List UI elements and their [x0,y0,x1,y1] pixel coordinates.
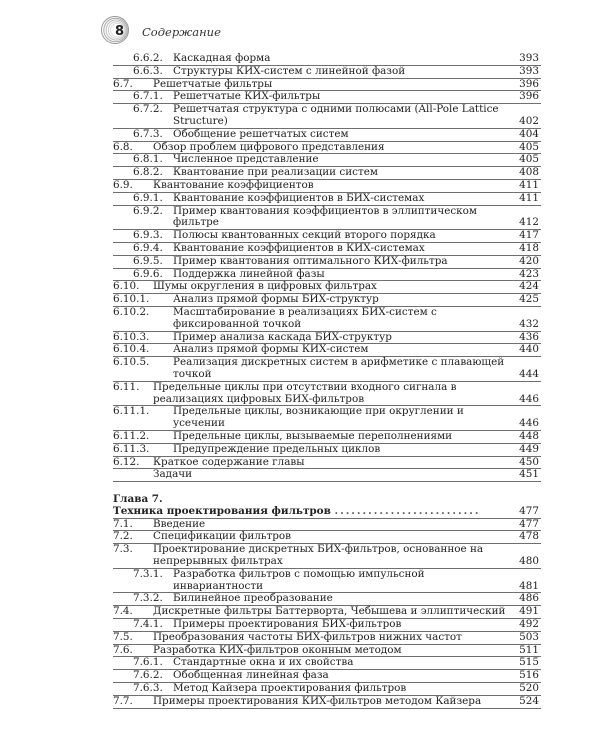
toc-entry-number: 6.10.4. [113,343,150,356]
toc-entry-number: 6.8.1. [133,153,163,166]
toc-entry-page: 412 [519,216,539,229]
toc-entry-title: Решетчатая структура с одними полюсами (All-Pole Lattice Structure) [173,103,499,127]
toc-entry-page: 420 [519,254,539,267]
toc-entry-title: Предельные циклы, вызываемые переполнениями [173,429,453,442]
toc-entry-number: 6.9.5. [133,254,163,267]
toc-entry-title: Стандартные окна и их свойства [173,656,354,669]
toc-entry-number: 6.12. [113,455,140,468]
toc-entry-page: 418 [519,241,539,254]
toc-entry-page: 446 [519,417,539,430]
toc-entry-page: 477 [519,517,539,530]
toc-entry-page: 423 [519,267,539,280]
toc-entry[interactable] [113,206,541,231]
toc-entry-page: 405 [519,153,539,166]
toc-entry-title: Квантование коэффициентов в КИХ-системах [173,241,425,254]
toc-entry-page: 446 [519,392,539,405]
toc-entry-number: 6.9.1. [133,191,163,204]
toc-entry[interactable] [113,357,541,382]
toc-entry-title: Обзор проблем цифрового представления [153,140,385,153]
toc-entry-number: 6.9.3. [133,229,163,242]
toc-entry-page: 486 [519,592,539,605]
toc-entry-number: 7.4. [113,605,133,618]
toc-entry-title: Квантование при реализации систем [173,166,378,179]
toc-entry[interactable] [113,469,541,482]
toc-entry-title: Метод Кайзера проектирования фильтров [173,682,407,695]
toc-entry-page: 524 [519,694,539,707]
toc-entry-title: Дискретные фильтры Баттерворта, Чебышева и эллиптический [153,605,506,618]
toc-list-chapter-6 [113,53,541,482]
toc-entry-title: Квантование коэффициентов в БИХ-системах [173,191,425,204]
toc-entry-number: 6.9.2. [133,204,163,217]
toc-entry-title: Масштабирование в реализациях БИХ-систем с фиксированной точкой [173,305,437,330]
toc-entry-page: 481 [519,579,539,592]
toc-entry-title: Каскадная форма [173,52,271,64]
toc-entry-number: 7.6.1. [133,656,163,669]
toc-entry-number: 7.7. [113,694,133,707]
toc-entry-title: Примеры проектирования КИХ-фильтров методом Кайзера [153,694,482,707]
toc-entry-title: Краткое содержание главы [153,455,305,468]
page-number: 8 [115,24,125,39]
toc-entry-page: 411 [519,191,539,204]
toc-entry-title: Примеры проектирования БИХ-фильтров [173,618,402,631]
toc-entry-number: 6.9. [113,178,133,191]
toc-entry-page: 396 [519,77,539,90]
toc-entry-title: Спецификации фильтров [153,530,292,543]
toc-entry-page: 491 [519,605,539,618]
toc-entry-page: 444 [519,367,539,380]
toc-entry-title: Поддержка линейной фазы [173,267,325,280]
chapter-title-row[interactable]: Техника проектирования фильтров .......................... 477 [113,504,539,517]
toc-entry-title: Пример анализа каскада БИХ-структур [173,330,392,343]
toc-entry-page: 450 [519,455,539,468]
toc-entry-number: 6.9.6. [133,267,163,280]
toc-entry-title: Предельные циклы, возникающие при округлении и усечении [173,405,464,430]
toc-entry-number: 6.6.2. [133,52,163,64]
toc-entry-page: 449 [519,442,539,455]
toc-entry-page: 436 [519,330,539,343]
toc-entry-number: 6.7. [113,77,133,90]
toc-entry-page: 402 [519,114,539,127]
toc-entry-page: 393 [519,64,539,77]
toc-entry-page: 448 [519,429,539,442]
toc-entry-number: 6.9.4. [133,241,163,254]
toc-entry[interactable] [113,307,541,332]
toc-entry-page: 516 [519,669,539,682]
toc-entry[interactable] [113,696,541,709]
toc-entry-number: 6.8.2. [133,166,163,179]
toc-entry-page: 503 [519,630,539,643]
toc-entry[interactable] [113,382,541,407]
toc-entry-page: 515 [519,656,539,669]
chapter-page: 477 [519,504,539,517]
toc-entry-number: 6.10.5. [113,356,150,369]
toc-entry-number: 6.7.3. [133,127,163,140]
toc-entry-title: Разработка фильтров с помощью импульсной инвариантности [173,567,425,592]
toc-entry-number: 6.10.2. [113,305,150,318]
toc-entry-title: Анализ прямой формы БИХ-структур [173,293,379,306]
toc-entry[interactable] [113,104,541,129]
toc-entry-number: 6.10.3. [113,330,150,343]
toc-entry-page: 511 [519,643,539,656]
chapter-title: Техника проектирования фильтров [113,504,331,517]
toc-entry-title: Билинейное преобразование [173,592,333,605]
toc-entry-number: 6.7.2. [133,103,163,116]
toc-entry-number: 7.1. [113,517,133,530]
toc-entry-title: Обобщенная линейная фаза [173,669,329,682]
chapter-label: Глава 7. [113,493,163,506]
toc-entry-title: Разработка КИХ-фильтров оконным методом [153,643,402,656]
toc-entry-page: 404 [519,127,539,140]
toc-entry-number: 7.6. [113,643,133,656]
table-of-contents [113,53,541,709]
toc-entry-number: 7.3.1. [133,567,163,580]
toc-entry-title: Обобщение решетчатых систем [173,127,349,140]
running-header-title: Содержание [142,25,221,39]
toc-entry-title: Реализация дискретных систем в арифметике с плавающей точкой [173,356,505,380]
toc-entry-number: 6.8. [113,140,133,153]
toc-entry-number: 7.5. [113,630,133,643]
toc-entry-number: 6.11.2. [113,429,150,442]
toc-entry-page: 417 [519,229,539,242]
toc-entry-page: 408 [519,166,539,179]
toc-entry-title: Проектирование дискретных БИХ-фильтров, основанное на непрерывных фильтрах [153,543,484,568]
toc-entry-title: Квантование коэффициентов [153,178,314,191]
toc-entry-page: 480 [519,555,539,568]
toc-entry-title: Численное представление [173,153,319,166]
toc-entry-page: 451 [519,468,539,481]
toc-entry-number: 6.10. [113,280,140,293]
toc-entry-number: 7.6.3. [133,682,163,695]
toc-entry[interactable] [113,406,541,431]
toc-entry-page: 432 [519,317,539,330]
toc-entry-page: 405 [519,140,539,153]
toc-entry-title: Полюсы квантованных секций второго порядка [173,229,436,242]
toc-entry-page: 396 [519,90,539,103]
toc-entry-number: 7.6.2. [133,669,163,682]
toc-entry-title: Анализ прямой формы КИХ-систем [173,343,369,356]
toc-entry-number: 7.2. [113,530,133,543]
toc-entry-page: 425 [519,293,539,306]
toc-entry-page: 478 [519,530,539,543]
toc-entry-page: 492 [519,618,539,631]
toc-entry-page: 411 [519,178,539,191]
page-header [100,10,530,50]
toc-entry-number: 6.10.1. [113,293,150,306]
toc-entry-title: Структуры КИХ-систем с линейной фазой [173,64,406,77]
toc-entry-number: 6.11. [113,380,140,393]
toc-entry-number: 7.3. [113,543,133,556]
toc-entry-title: Задачи [153,468,193,481]
toc-entry-number: 6.11.1. [113,405,150,418]
toc-entry[interactable] [113,569,541,594]
toc-entry-title: Предупреждение предельных циклов [173,442,381,455]
toc-entry[interactable] [113,544,541,569]
toc-entry-title: Шумы округления в цифровых фильтрах [153,280,377,293]
toc-entry-title: Решетчатые КИХ-фильтры [173,90,321,103]
toc-entry-number: 6.7.1. [133,90,163,103]
toc-list-chapter-7 [113,519,541,709]
toc-entry-title: Пример квантования оптимального КИХ-фильтра [173,254,448,267]
toc-entry-title: Предельные циклы при отсутствии входного сигнала в реализациях цифровых БИХ-фильтров [153,380,457,405]
toc-entry-title: Решетчатые фильтры [153,77,273,90]
toc-entry-number: 6.11.3. [113,442,150,455]
toc-entry-page: 440 [519,343,539,356]
toc-entry-number: 6.6.3. [133,64,163,77]
toc-entry-title: Введение [153,517,206,530]
toc-entry-page: 393 [519,52,539,64]
toc-entry-page: 424 [519,280,539,293]
toc-entry-title: Преобразования частоты БИХ-фильтров нижних частот [153,630,462,643]
toc-entry-number: 7.4.1. [133,618,163,631]
toc-entry-number: 7.3.2. [133,592,163,605]
toc-entry-title: Пример квантования коэффициентов в эллиптическом фильтре [173,204,478,229]
toc-entry-page: 520 [519,682,539,695]
